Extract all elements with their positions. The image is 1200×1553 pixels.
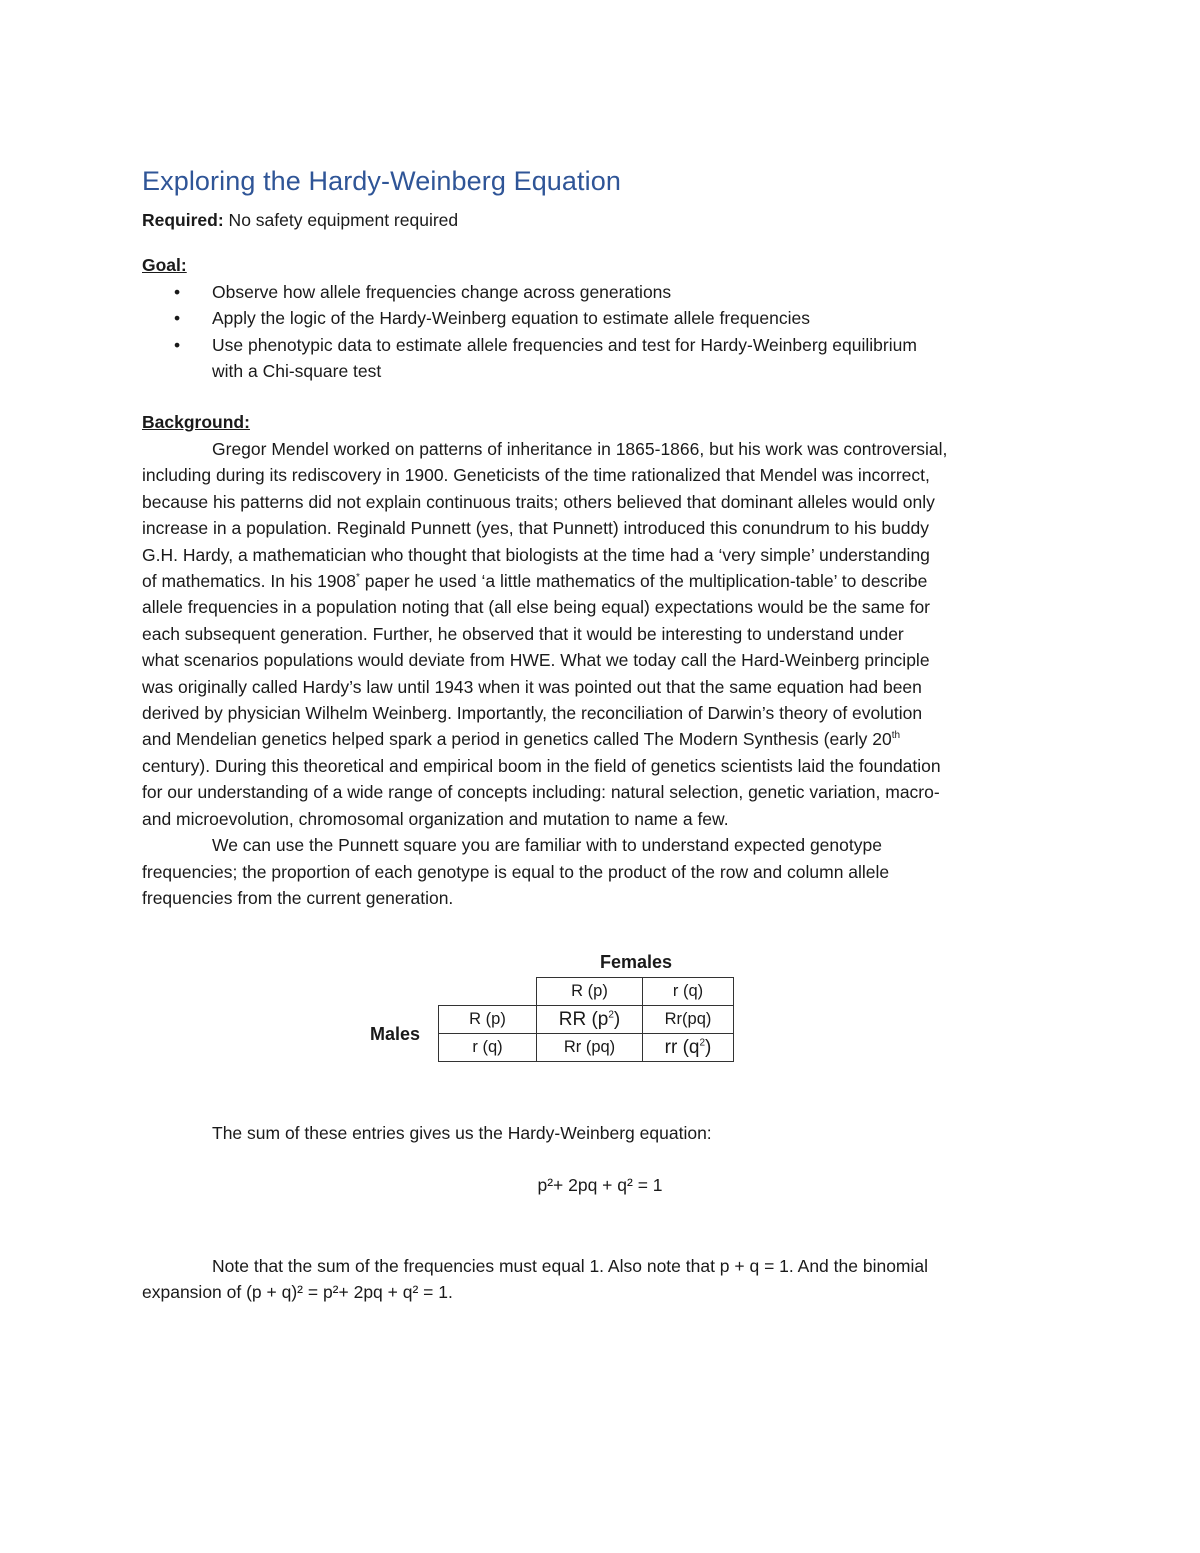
goal-item: • Apply the logic of the Hardy-Weinberg equation to estimate allele frequencies — [142, 305, 917, 331]
punnett-square — [370, 952, 750, 1072]
table-row — [439, 1034, 734, 1062]
superscript-th: th — [891, 730, 901, 742]
col-header: R (p) — [537, 978, 643, 1006]
bullet-icon: • — [174, 282, 181, 302]
hardy-weinberg-equation: p²+ 2pq + q² = 1 — [537, 1175, 663, 1195]
row-header: r (q) — [439, 1034, 537, 1062]
goal-list — [142, 279, 917, 385]
cell-Rr: Rr(pq) — [643, 1006, 734, 1034]
required-line — [142, 207, 458, 233]
background-paragraph: Gregor Mendel worked on patterns of inheritance in 1865-1866, but his work was controversial, including during its rediscovery in 1900. Geneticists of the time rationalized that Mendel was incorrect, because his patterns did not explain continuous traits; others believed that dominant alleles would only increase in a population. Reginald Punnett (yes, that Punnett) introduced this conundrum to his buddy G.H. Hardy, a mathematician who thought that biologists at the time had a ‘very simple’ understanding of mathematics. In his 1908* paper he used ‘a little mathematics of the multiplication-table’ to describe allele frequencies in a population noting that (all else being equal) expectations would be the same for each subsequent generation. Further, he observed that it would be interesting to understand under what scenarios populations would deviate from HWE. What we today call the Hard-Weinberg principle was originally called Hardy’s law until 1943 when it was pointed out that the same equation had been derived by physician Wilhelm Weinberg. Importantly, the reconciliation of Darwin’s theory of evolution and Mendelian genetics helped spark a period in genetics called The Modern Synthesis (early 20th century). During this theoretical and empirical boom in the field of genetics scientists laid the foundation for our understanding of a wide range of concepts including: natural selection, genetic variation, macro- and microevolution, chromosomal organization and mutation to name a few. We can use the Punnett square you are familiar with to understand expected genotype frequencies; the proportion of each genotype is equal to the product of the row and column allele frequencies from the current generation. — [142, 436, 1062, 911]
cell-RR: RR $(p^2)$ — [537, 1006, 643, 1034]
goal-item: • Observe how allele frequencies change across generations — [142, 279, 917, 305]
sum-text: The sum of these entries gives us the Hardy-Weinberg equation: — [212, 1123, 712, 1143]
goal-item-continuation: with a Chi-square test — [212, 361, 382, 382]
background-line-20th: and Mendelian genetics helped spark a period in genetics called The Modern Synthesis (early 20th — [142, 729, 901, 750]
cell-rr: rr $(q^2)$ — [643, 1034, 734, 1062]
required-text: No safety equipment required — [223, 210, 459, 230]
footnote-star: * — [356, 572, 360, 584]
row-header: R (p) — [439, 1006, 537, 1034]
punnett-table — [438, 977, 734, 1062]
goal-item: • Use phenotypic data to estimate allele frequencies and test for Hardy-Weinberg equilibrium — [142, 332, 917, 358]
females-label: Females — [599, 952, 673, 972]
males-label: Males — [370, 1024, 421, 1044]
note-line-1: Note that the sum of the frequencies must equal 1. Also note that p + q = 1. And the binomial — [212, 1256, 929, 1276]
bullet-icon: • — [174, 308, 181, 329]
bullet-icon: • — [174, 334, 181, 355]
page-title: Exploring the Hardy-Weinberg Equation — [142, 166, 621, 196]
table-row — [439, 978, 734, 1006]
col-header: r (q) — [643, 978, 734, 1006]
required-label: Required: — [142, 210, 224, 230]
background-heading: Background: — [142, 412, 250, 432]
note-line-2: expansion of (p + q)² = p²+ 2pq + q² = 1. — [142, 1282, 453, 1302]
background-line-1908: of mathematics. In his 1908* paper he used ‘a little mathematics of the multiplication-table’ to describe — [142, 571, 928, 592]
goal-heading: Goal: — [142, 255, 187, 275]
cell-Rr: Rr (pq) — [537, 1034, 643, 1062]
table-row — [439, 1006, 734, 1034]
